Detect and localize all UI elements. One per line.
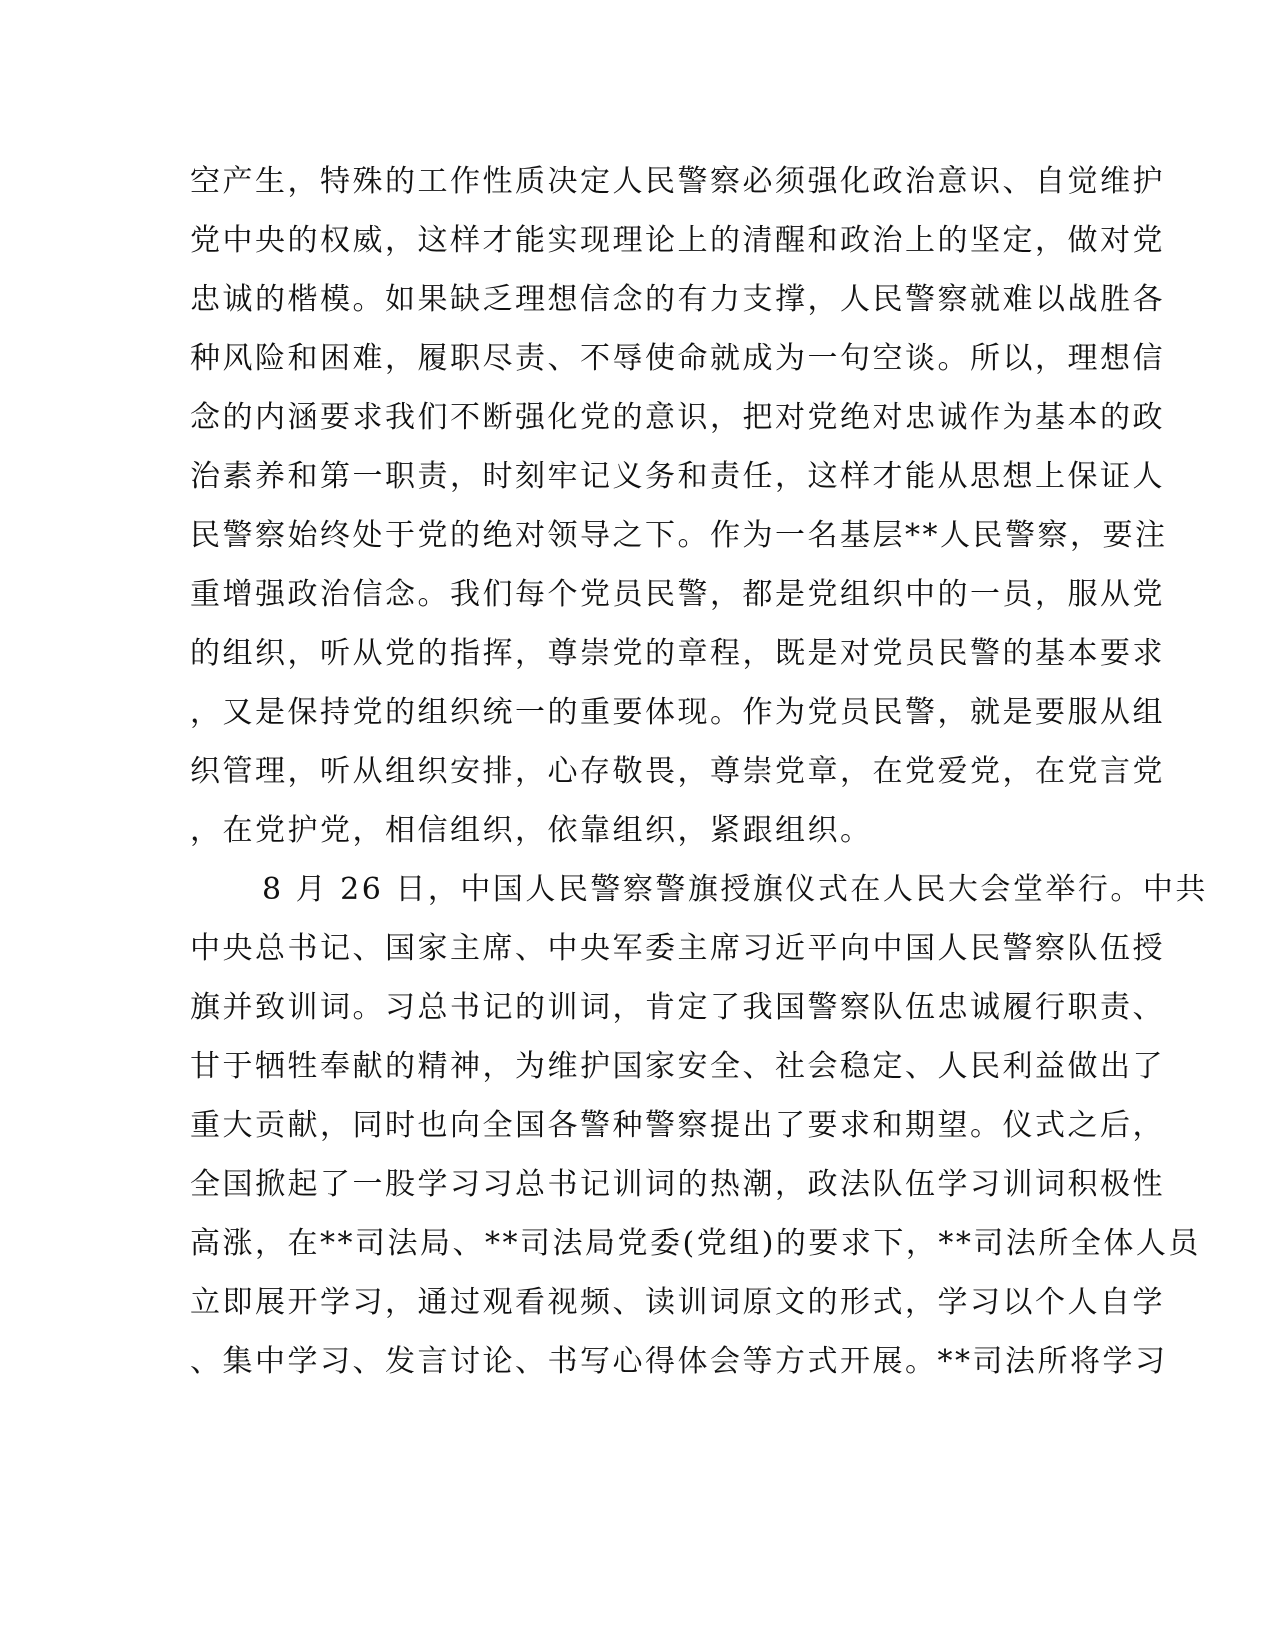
text-line: 高涨，在**司法局、**司法局党委(党组)的要求下，**司法所全体人员 <box>190 1226 1201 1261</box>
text-line: 全国掀起了一股学习习总书记训词的热潮，政法队伍学习训词积极性 <box>190 1167 1165 1202</box>
paragraph-start-line: 8 月 26 日，中国人民警察警旗授旗仪式在人民大会堂举行。中共 <box>262 872 1208 907</box>
text-line: 重大贡献，同时也向全国各警种警察提出了要求和期望。仪式之后， <box>190 1108 1165 1143</box>
text-line: 空产生，特殊的工作性质决定人民警察必须强化政治意识、自觉维护 <box>190 164 1165 199</box>
text-line: 党中央的权威，这样才能实现理论上的清醒和政治上的坚定，做对党 <box>190 223 1165 258</box>
text-line: 念的内涵要求我们不断强化党的意识，把对党绝对忠诚作为基本的政 <box>190 400 1165 435</box>
text-line: 民警察始终处于党的绝对领导之下。作为一名基层**人民警察，要注 <box>190 518 1168 553</box>
text-line: 中央总书记、国家主席、中央军委主席习近平向中国人民警察队伍授 <box>190 931 1165 966</box>
text-line: 旗并致训词。习总书记的训词，肯定了我国警察队伍忠诚履行职责、 <box>190 990 1165 1025</box>
text-line: 甘于牺牲奉献的精神，为维护国家安全、社会稳定、人民利益做出了 <box>190 1049 1165 1084</box>
text-line: 织管理，听从组织安排，心存敬畏，尊崇党章，在党爱党，在党言党 <box>190 754 1165 789</box>
text-line: 、集中学习、发言讨论、书写心得体会等方式开展。**司法所将学习 <box>190 1344 1168 1379</box>
text-line: 种风险和困难，履职尽责、不辱使命就成为一句空谈。所以，理想信 <box>190 341 1165 376</box>
text-line: 忠诚的楷模。如果缺乏理想信念的有力支撑，人民警察就难以战胜各 <box>190 282 1165 317</box>
text-line: ，在党护党，相信组织，依靠组织，紧跟组织。 <box>190 813 873 848</box>
text-line: 的组织，听从党的指挥，尊崇党的章程，既是对党员民警的基本要求 <box>190 636 1165 671</box>
text-line: 重增强政治信念。我们每个党员民警，都是党组织中的一员，服从党 <box>190 577 1165 612</box>
text-line: 治素养和第一职责，时刻牢记义务和责任，这样才能从思想上保证人 <box>190 459 1165 494</box>
text-line: 立即展开学习，通过观看视频、读训词原文的形式，学习以个人自学 <box>190 1285 1165 1320</box>
text-line: ，又是保持党的组织统一的重要体现。作为党员民警，就是要服从组 <box>190 695 1165 730</box>
